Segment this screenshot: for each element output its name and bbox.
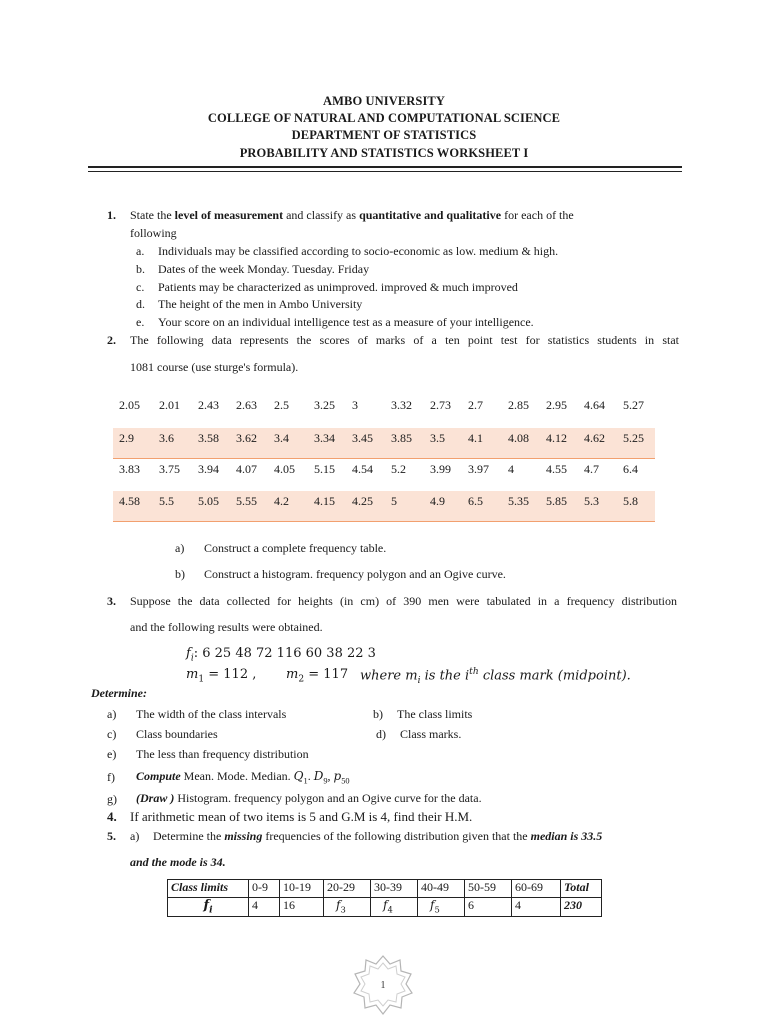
table-cell: 40-49 — [418, 880, 465, 898]
score-cell: 5.15 — [314, 462, 335, 476]
q3-item-label: e) — [107, 747, 117, 761]
score-cell: 3.97 — [468, 462, 489, 476]
q1-item-text: Individuals may be classified according to socio-economic as low. medium & high. — [158, 244, 559, 258]
q3-determine-label: Determine: — [91, 686, 147, 700]
header-rule-thick — [88, 166, 682, 168]
scores-row — [113, 428, 655, 459]
q2-text: The following data represents the scores of marks of a ten point test for statistics students in stat — [130, 333, 679, 347]
table-cell: Total — [561, 880, 602, 898]
table-cell: $f_4$ — [371, 898, 418, 917]
header-department: DEPARTMENT OF STATISTICS — [291, 128, 477, 142]
q2-number: 2. — [107, 333, 116, 347]
q3-number: 3. — [107, 594, 116, 608]
q4-number: 4. — [107, 809, 117, 824]
table-cell: 230 — [561, 898, 602, 917]
q3-item-label: d) — [376, 727, 386, 741]
score-cell: 2.73 — [430, 398, 451, 412]
table-cell: $f_i$ — [168, 898, 249, 917]
score-cell: 3.45 — [352, 431, 373, 445]
q1-item-label: b. — [136, 262, 145, 276]
scores-row — [113, 491, 655, 522]
q5-text-cont: and the mode is 34. — [130, 855, 226, 869]
score-cell: 4.25 — [352, 494, 373, 508]
q3-item-text: The class limits — [397, 707, 473, 721]
q3-where-note: where $m_i$ is the $i^{th}$ class mark (midpoint). — [360, 667, 631, 686]
score-cell: 4.62 — [584, 431, 605, 445]
score-cell: 4.55 — [546, 462, 567, 476]
q3-text-cont: and the following results were obtained. — [130, 620, 323, 634]
scores-row — [113, 460, 655, 490]
score-cell: 3.58 — [198, 431, 219, 445]
q3-frequencies: $f_i$: 6 25 48 72 116 60 38 22 3 — [186, 646, 376, 664]
q3-class-marks: $m_1 = 112$ , — [186, 667, 257, 685]
q2-sub-text: Construct a histogram. frequency polygon and an Ogive curve. — [204, 567, 506, 581]
score-cell: 5.35 — [508, 494, 529, 508]
score-cell: 5.3 — [584, 494, 599, 508]
score-cell: 3.99 — [430, 462, 451, 476]
score-cell: 3.85 — [391, 431, 412, 445]
q1-number: 1. — [107, 208, 116, 222]
score-cell: 4.15 — [314, 494, 335, 508]
score-cell: 4.07 — [236, 462, 257, 476]
table-cell: 6 — [465, 898, 512, 917]
score-cell: 5.5 — [159, 494, 174, 508]
score-cell: 2.43 — [198, 398, 219, 412]
table-cell: 4 — [249, 898, 280, 917]
score-cell: 3.75 — [159, 462, 180, 476]
score-cell: 6.5 — [468, 494, 483, 508]
score-cell: 2.85 — [508, 398, 529, 412]
score-cell: 4.9 — [430, 494, 445, 508]
scores-row — [113, 398, 655, 429]
table-cell: Class limits — [168, 880, 249, 898]
score-cell: 2.63 — [236, 398, 257, 412]
table-cell: 20-29 — [324, 880, 371, 898]
score-cell: 2.7 — [468, 398, 483, 412]
score-cell: 5.55 — [236, 494, 257, 508]
score-cell: 2.01 — [159, 398, 180, 412]
q3-draw-text: (Draw ) Histogram. frequency polygon and an Ogive curve for the data. — [136, 791, 482, 805]
q3-item-label: a) — [107, 707, 117, 721]
table-cell: 60-69 — [512, 880, 561, 898]
score-cell: 2.05 — [119, 398, 140, 412]
score-cell: 4.58 — [119, 494, 140, 508]
score-cell: 3.32 — [391, 398, 412, 412]
page-number: 1 — [380, 980, 386, 991]
score-cell: 5.25 — [623, 431, 644, 445]
q3-item-text: The less than frequency distribution — [136, 747, 309, 761]
score-cell: 5.05 — [198, 494, 219, 508]
score-cell: 6.4 — [623, 462, 638, 476]
q3-item-text: The width of the class intervals — [136, 707, 287, 721]
q5-text: Determine the missing frequencies of the following distribution given that the median is 33.5 — [153, 829, 603, 843]
q1-item-label: d. — [136, 297, 145, 311]
score-cell: 4.7 — [584, 462, 599, 476]
q2-sub-label: b) — [175, 567, 185, 581]
q2-sub-text: Construct a complete frequency table. — [204, 541, 387, 555]
score-cell: 4.64 — [584, 398, 605, 412]
score-cell: 3.62 — [236, 431, 257, 445]
table-cell: 10-19 — [280, 880, 324, 898]
q1-item-label: a. — [136, 244, 145, 258]
table-cell: $f_3$ — [324, 898, 371, 917]
score-cell: 3.34 — [314, 431, 335, 445]
page-number-seal-icon — [351, 954, 415, 1016]
score-cell: 5.85 — [546, 494, 567, 508]
score-cell: 2.95 — [546, 398, 567, 412]
q2-text-cont: 1081 course (use sturge's formula). — [130, 360, 299, 374]
q1-item-text: Dates of the week Monday. Tuesday. Friday — [158, 262, 370, 276]
q3-item-label: c) — [107, 727, 117, 741]
score-cell: 5.27 — [623, 398, 644, 412]
table-row — [168, 898, 602, 917]
table-cell: 16 — [280, 898, 324, 917]
score-cell: 4.08 — [508, 431, 529, 445]
q3-item-text: Class boundaries — [136, 727, 218, 741]
q3-text: Suppose the data collected for heights (in cm) of 390 men were tabulated in a frequency distribution — [130, 594, 677, 608]
score-cell: 3 — [352, 398, 358, 412]
score-cell: 4 — [508, 462, 514, 476]
score-cell: 4.2 — [274, 494, 289, 508]
header-rule-thin — [88, 171, 682, 172]
score-cell: 3.94 — [198, 462, 219, 476]
table-cell: $f_5$ — [418, 898, 465, 917]
score-cell: 5.8 — [623, 494, 638, 508]
q3-item-label: g) — [107, 792, 117, 806]
q1-text: State the level of measurement and classify as quantitative and qualitative for each of the — [130, 208, 574, 222]
q3-item-label: f) — [107, 770, 115, 784]
q1-item-text: The height of the men in Ambo University — [158, 297, 363, 311]
score-cell: 4.05 — [274, 462, 295, 476]
score-cell: 3.6 — [159, 431, 174, 445]
table-cell: 4 — [512, 898, 561, 917]
score-cell: 3.83 — [119, 462, 140, 476]
table-cell: 0-9 — [249, 880, 280, 898]
table-cell: 30-39 — [371, 880, 418, 898]
score-cell: 2.5 — [274, 398, 289, 412]
score-cell: 2.9 — [119, 431, 134, 445]
header-university: AMBO UNIVERSITY — [322, 94, 445, 108]
score-cell: 4.54 — [352, 462, 373, 476]
score-cell: 5 — [391, 494, 397, 508]
score-cell: 3.4 — [274, 431, 289, 445]
q3-compute-text: Compute Mean. Mode. Median. $Q_1$. $D_9$, $p_{50}$ — [136, 769, 350, 786]
q5-sub-label: a) — [130, 829, 140, 843]
q3-item-text: Class marks. — [400, 727, 462, 741]
score-cell: 4.1 — [468, 431, 483, 445]
score-cell: 3.25 — [314, 398, 335, 412]
header-college: COLLEGE OF NATURAL AND COMPUTATIONAL SCIENCE — [207, 111, 561, 125]
q3-class-marks-2: $m_2 = 117$ — [286, 667, 349, 685]
header-worksheet-title: PROBABILITY AND STATISTICS WORKSHEET I — [239, 146, 529, 160]
q1-item-label: c. — [136, 280, 145, 294]
q1-text-cont: following — [130, 226, 177, 240]
table-row — [168, 880, 602, 898]
q4-text: If arithmetic mean of two items is 5 and G.M is 4, find their H.M. — [130, 809, 473, 824]
q2-sub-label: a) — [175, 541, 185, 555]
q1-item-text: Your score on an individual intelligence test as a measure of your intelligence. — [158, 315, 534, 329]
score-cell: 5.2 — [391, 462, 406, 476]
table-cell: 50-59 — [465, 880, 512, 898]
frequency-table — [167, 879, 602, 917]
q5-number: 5. — [107, 829, 116, 843]
score-cell: 4.12 — [546, 431, 567, 445]
score-cell: 3.5 — [430, 431, 445, 445]
q1-item-text: Patients may be characterized as unimproved. improved & much improved — [158, 280, 518, 294]
q1-item-label: e. — [136, 315, 145, 329]
q3-item-label: b) — [373, 707, 383, 721]
